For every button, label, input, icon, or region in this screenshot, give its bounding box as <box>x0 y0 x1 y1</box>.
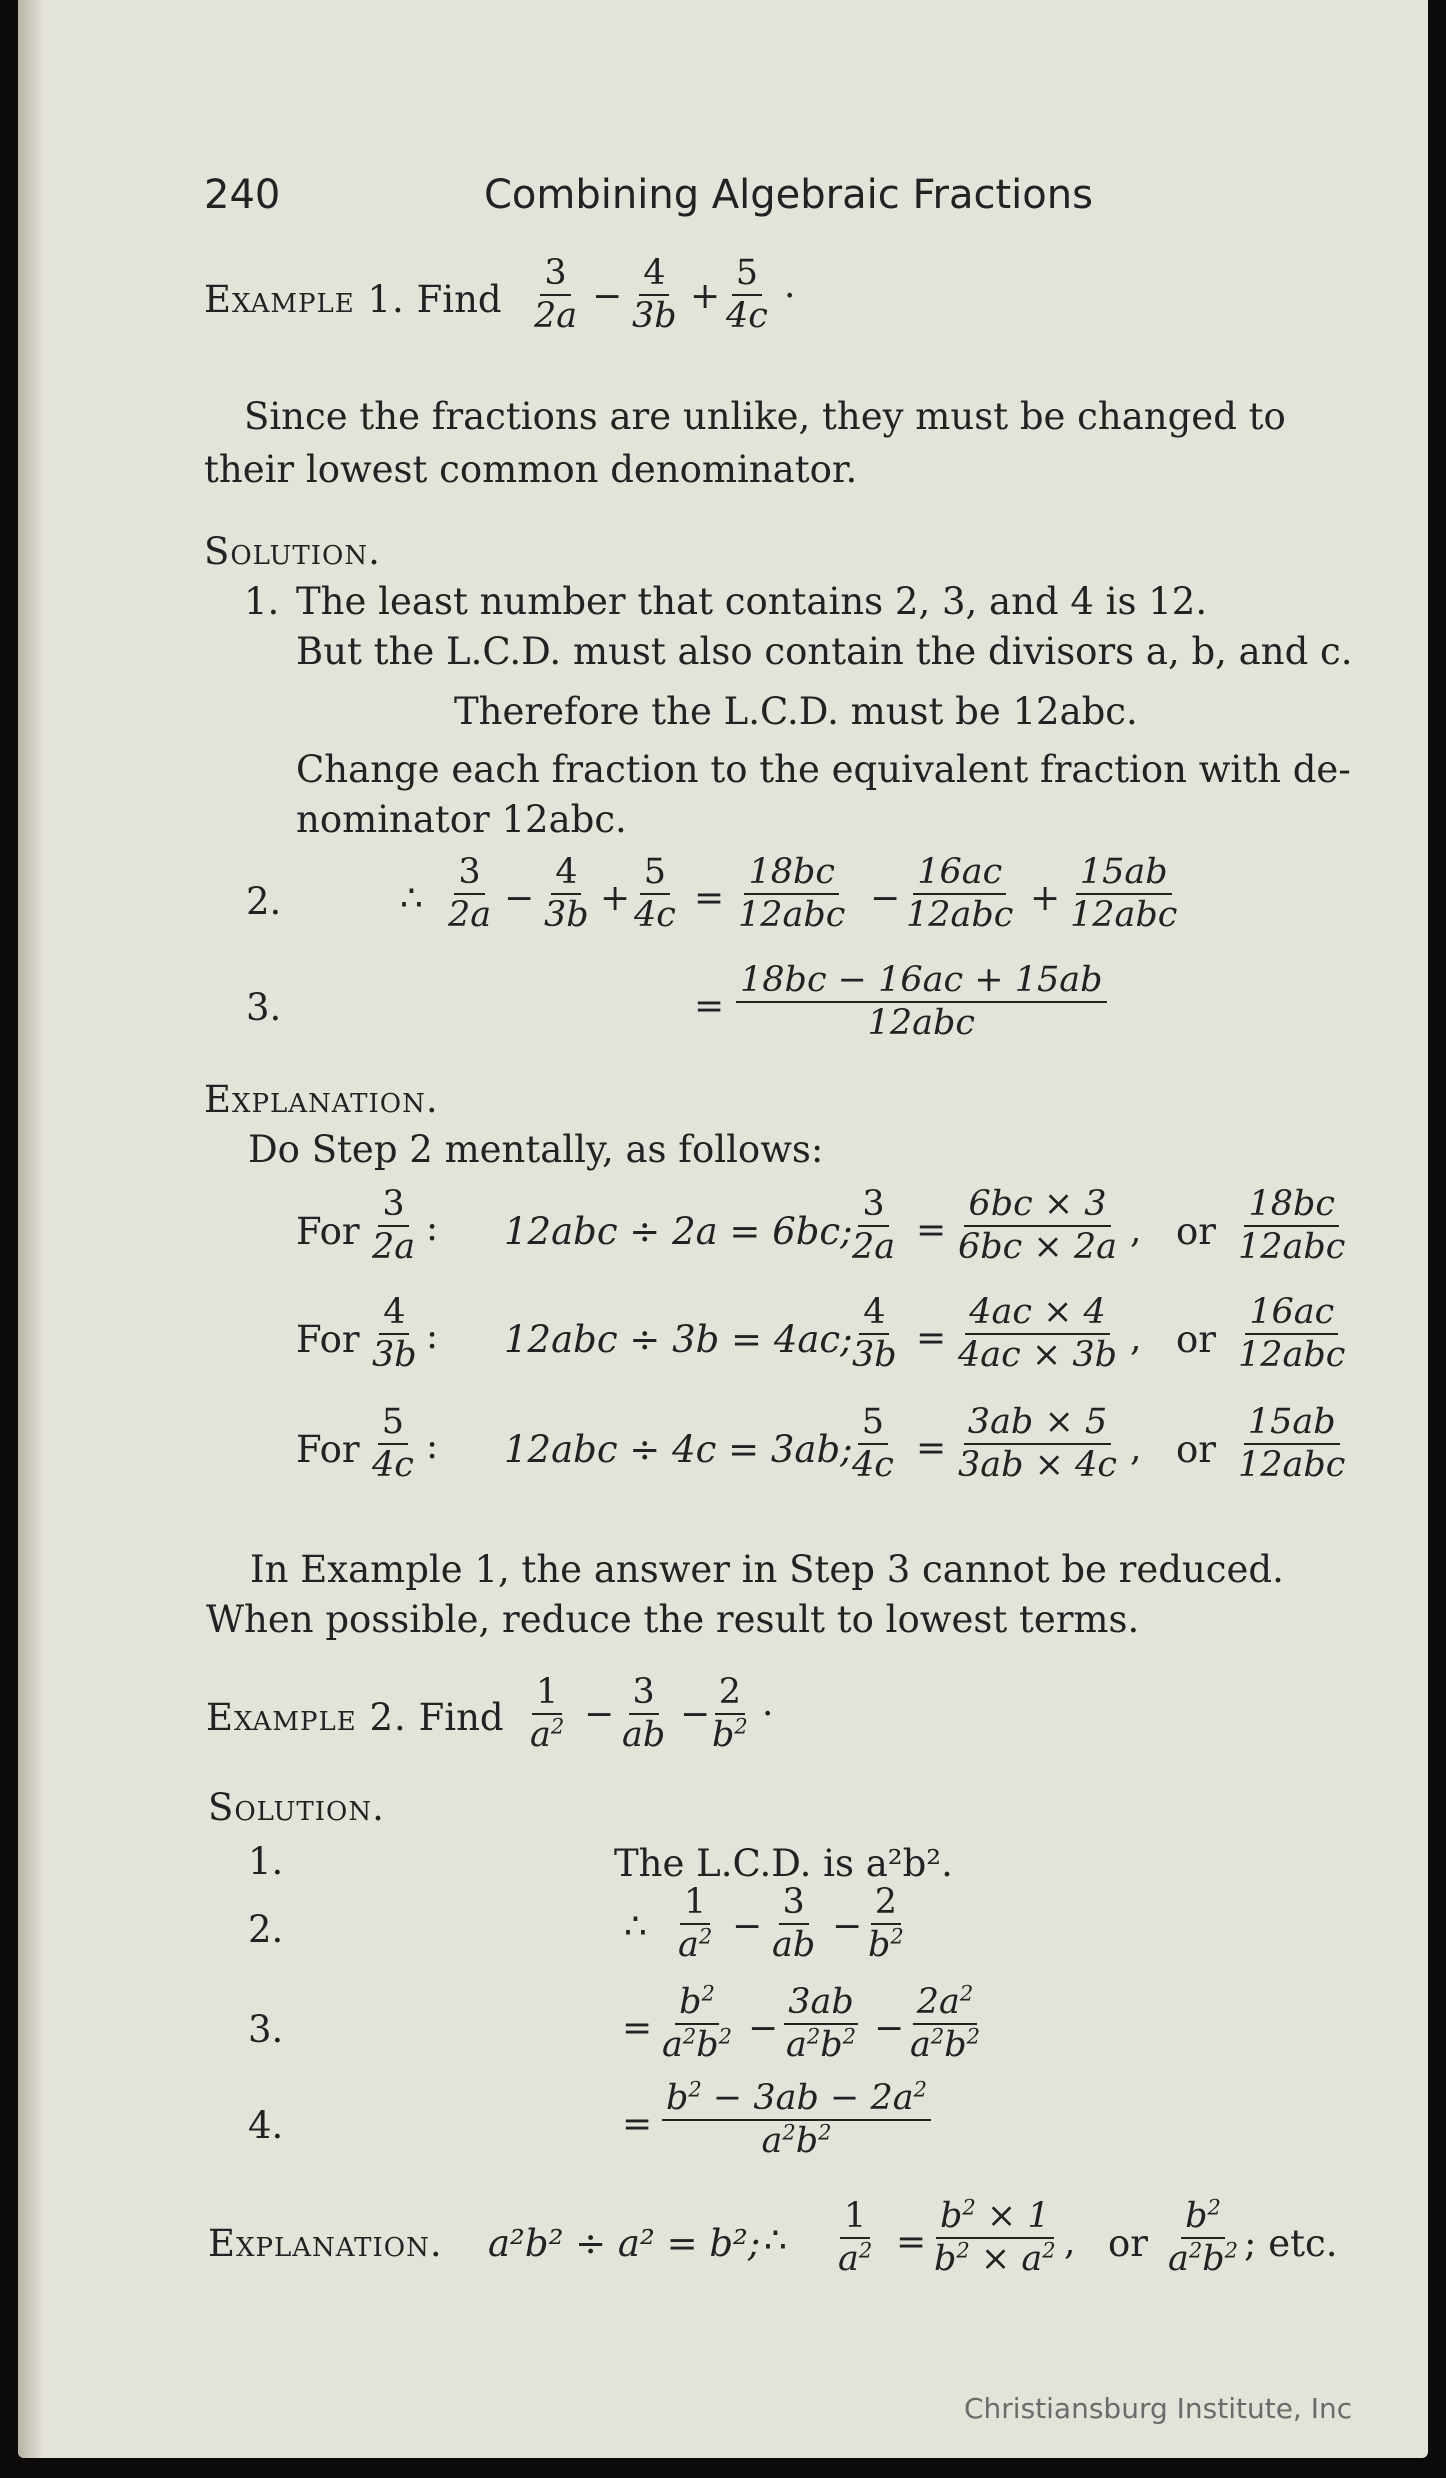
ex2-step4-combined-fraction: $\frac{b^2 - 3ab - 2a^2}{a^2b^2}$ <box>662 2080 931 2160</box>
therefore-symbol: ∴ <box>400 878 423 919</box>
therefore-symbol: ∴ <box>764 2220 787 2261</box>
or-word: or <box>1176 1318 1216 1361</box>
period: · <box>762 1694 774 1735</box>
for-label: For <box>296 1318 360 1361</box>
row2-mult-frac: $\frac{4ac \times 4}{4ac \times 3b}$ <box>958 1292 1117 1375</box>
comma: , <box>1130 1318 1142 1359</box>
minus-sign: − <box>832 1906 863 1947</box>
equals-sign: = <box>694 878 725 919</box>
row1-division: 12abc ÷ 2a = 6bc; <box>504 1210 853 1253</box>
minus-sign: − <box>584 1694 615 1735</box>
ex1-frac-3-2a: $\frac{3}{2a}$ <box>534 253 578 336</box>
ex1-frac-5-4c: $\frac{5}{4c}$ <box>726 253 768 336</box>
watermark-text: Christiansburg Institute, Inc <box>964 2392 1353 2425</box>
minus-sign: − <box>592 276 623 317</box>
row2-division: 12abc ÷ 3b = 4ac; <box>504 1318 853 1361</box>
ex2-step2-frac-2-b2: $\frac{2}{b^2}$ <box>868 1882 904 1965</box>
ex2-explanation-division: a²b² ÷ a² = b²; <box>488 2222 761 2265</box>
intro-paragraph-line1: Since the fractions are unlike, they must be changed to <box>244 395 1286 438</box>
closing-paragraph-line2: When possible, reduce the result to lowest terms. <box>206 1598 1140 1641</box>
minus-sign: − <box>870 878 901 919</box>
minus-sign: − <box>874 2008 905 2049</box>
row3-left-frac: $\frac{5}{4c}$ <box>852 1402 894 1485</box>
ex2-frac-2-b2: $\frac{2}{b^2}$ <box>712 1672 748 1755</box>
step1-line5: nominator 12abc. <box>296 798 627 841</box>
step1-line3: Therefore the L.C.D. must be 12abc. <box>454 690 1138 733</box>
minus-sign: − <box>680 1694 711 1735</box>
ex2-step1-text: The L.C.D. is a²b². <box>614 1842 953 1885</box>
or-word: or <box>1108 2222 1148 2265</box>
plus-sign: + <box>1030 878 1061 919</box>
step2-number: 2. <box>246 880 282 923</box>
book-page <box>18 0 1428 2458</box>
example2-heading: Example 2. Find <box>206 1696 504 1739</box>
ex2-step2-frac-3-ab: $\frac{3}{ab}$ <box>772 1882 816 1965</box>
row1-result-frac: 18bc 12abc <box>1238 1184 1346 1267</box>
row1-mult-frac: $\frac{6bc \times 3}{6bc \times 2a}$ <box>958 1184 1117 1267</box>
ex2-step3-frac-3ab: $\frac{3ab}{a^2b^2}$ <box>786 1982 857 2065</box>
therefore-symbol: ∴ <box>624 1906 647 1947</box>
for-label: For <box>296 1428 360 1471</box>
step2-frac-16ac: 16ac 12abc <box>906 852 1014 935</box>
step2-frac-18bc: 18bc 12abc <box>738 852 846 935</box>
explanation-heading: Explanation. <box>204 1078 439 1121</box>
step2-frac-15ab: 15ab 12abc <box>1070 852 1178 935</box>
ex2-step4-number: 4. <box>248 2104 284 2147</box>
comma: , <box>1064 2222 1076 2263</box>
equals-sign: = <box>916 1210 947 1251</box>
plus-sign: + <box>600 878 631 919</box>
page-number: 240 <box>204 172 281 218</box>
ex2-step2-number: 2. <box>248 1908 284 1951</box>
step2-frac-3-2a: $\frac{3}{2a}$ <box>448 852 492 935</box>
solution-heading: Solution. <box>204 530 381 573</box>
comma: , <box>1130 1428 1142 1469</box>
equals-sign: = <box>916 1428 947 1469</box>
colon: : <box>426 1426 439 1467</box>
closing-paragraph-line1: In Example 1, the answer in Step 3 cannot be reduced. <box>250 1548 1284 1591</box>
ex2-step1-number: 1. <box>248 1840 284 1883</box>
solution-heading: Solution. <box>208 1786 385 1829</box>
row2-left-frac: $\frac{4}{3b}$ <box>852 1292 897 1375</box>
equals-sign: = <box>916 1318 947 1359</box>
row1-frac: $\frac{3}{2a}$ <box>372 1184 416 1267</box>
ex2-step3-number: 3. <box>248 2008 284 2051</box>
row3-division: 12abc ÷ 4c = 3ab; <box>504 1428 853 1471</box>
ex2-step3-frac-b2: $\frac{b^2}{a^2b^2}$ <box>662 1981 733 2065</box>
row3-frac: $\frac{5}{4c}$ <box>372 1402 414 1485</box>
example1-heading: Example 1. Find <box>204 278 502 321</box>
ex2-explanation-mult-frac: $\frac{b^2 \times 1}{b^2 \times a^2}$ <box>934 2195 1056 2279</box>
row2-result-frac: 16ac 12abc <box>1238 1292 1346 1375</box>
step2-frac-4-3b: $\frac{4}{3b}$ <box>544 852 589 935</box>
for-label: For <box>296 1210 360 1253</box>
period: · <box>784 276 796 317</box>
explanation-intro: Do Step 2 mentally, as follows: <box>248 1128 824 1171</box>
minus-sign: − <box>504 878 535 919</box>
or-word: or <box>1176 1210 1216 1253</box>
minus-sign: − <box>748 2008 779 2049</box>
running-title: Combining Algebraic Fractions <box>484 172 1093 218</box>
step1-text: The least number that contains 2, 3, and 4 is 12. <box>296 580 1208 623</box>
row3-mult-frac: $\frac{3ab \times 5}{3ab \times 4c}$ <box>958 1402 1117 1485</box>
comma: , <box>1130 1210 1142 1251</box>
intro-paragraph-line2: their lowest common denominator. <box>204 448 858 491</box>
ex1-frac-4-3b: $\frac{4}{3b}$ <box>632 253 677 336</box>
step1-line2: But the L.C.D. must also contain the divisors a, b, and c. <box>296 630 1353 673</box>
ex2-explanation-heading: Explanation. <box>208 2222 443 2265</box>
step2-frac-5-4c: $\frac{5}{4c}$ <box>634 852 676 935</box>
ex2-explanation-result-frac: $\frac{b^2}{a^2b^2}$ <box>1168 2195 1239 2279</box>
equals-sign: = <box>694 986 725 1027</box>
row1-left-frac: $\frac{3}{2a}$ <box>852 1184 896 1267</box>
row3-result-frac: 15ab 12abc <box>1238 1402 1346 1485</box>
ex2-explanation-etc: ; etc. <box>1244 2222 1338 2265</box>
step3-number: 3. <box>246 986 282 1029</box>
ex2-step3-frac-2a2: $\frac{2a^2}{a^2b^2}$ <box>910 1981 981 2065</box>
or-word: or <box>1176 1428 1216 1471</box>
step3-combined-fraction: 18bc − 16ac + 15ab 12abc <box>736 962 1107 1042</box>
colon: : <box>426 1208 439 1249</box>
ex2-frac-1-a2: $\frac{1}{a^2}$ <box>530 1672 565 1755</box>
colon: : <box>426 1316 439 1357</box>
plus-sign: + <box>690 276 721 317</box>
equals-sign: = <box>896 2222 927 2263</box>
ex2-explanation-frac-1-a2: $\frac{1}{a^2}$ <box>838 2196 873 2279</box>
equals-sign: = <box>622 2008 653 2049</box>
equals-sign: = <box>622 2104 653 2145</box>
row2-frac: $\frac{4}{3b}$ <box>372 1292 417 1375</box>
page-spine-shadow <box>18 0 44 2458</box>
step1-line4: Change each fraction to the equivalent fraction with de- <box>296 748 1351 791</box>
minus-sign: − <box>732 1906 763 1947</box>
step1-number: 1. <box>244 580 280 623</box>
ex2-step2-frac-1-a2: $\frac{1}{a^2}$ <box>678 1882 713 1965</box>
ex2-frac-3-ab: $\frac{3}{ab}$ <box>622 1672 666 1755</box>
